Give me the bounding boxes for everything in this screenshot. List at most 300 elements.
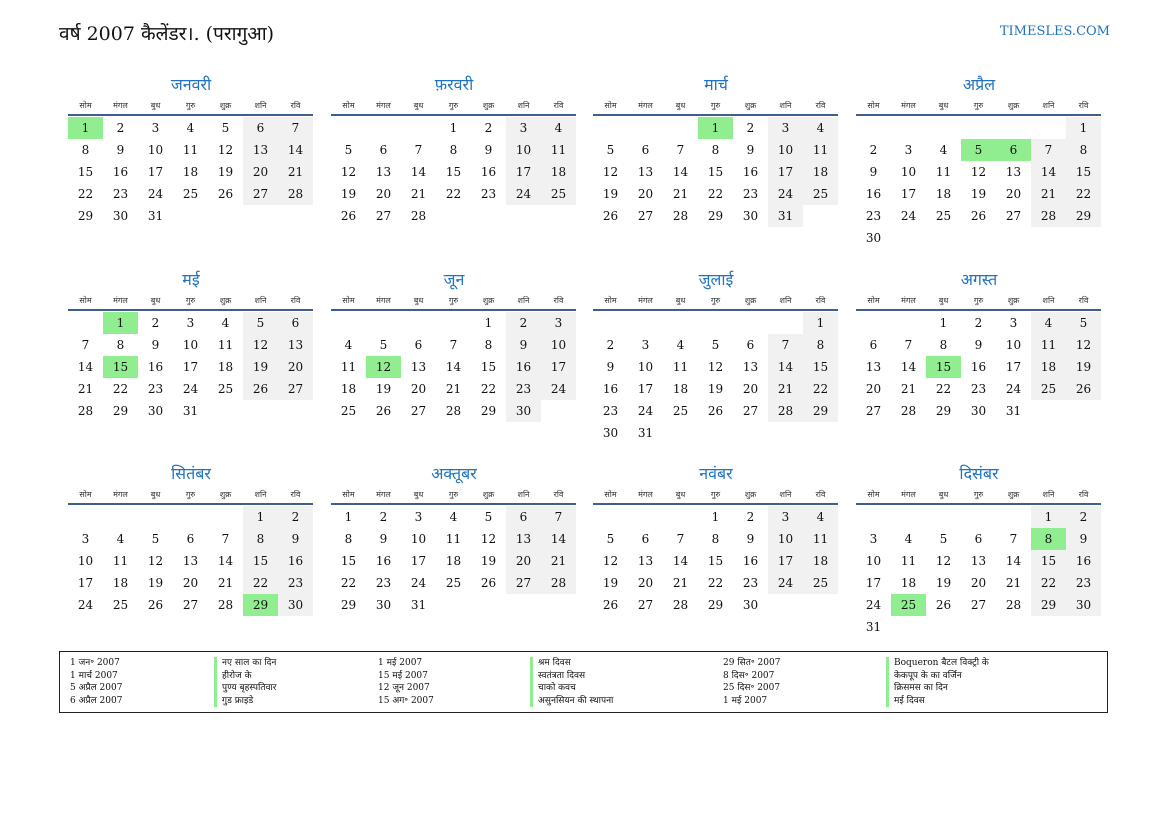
- day-cell[interactable]: 18: [182, 165, 199, 179]
- day-cell[interactable]: 4: [1031, 312, 1066, 334]
- day-cell[interactable]: 1: [939, 316, 948, 330]
- day-cell[interactable]: 17: [506, 161, 541, 183]
- day-cell[interactable]: 30: [742, 209, 759, 223]
- day-cell[interactable]: 27: [865, 404, 882, 418]
- day-cell[interactable]: 6: [278, 312, 313, 334]
- day-cell[interactable]: 15: [445, 165, 462, 179]
- day-cell[interactable]: 14: [77, 360, 94, 374]
- day-cell[interactable]: 17: [1005, 360, 1022, 374]
- day-cell[interactable]: 9: [379, 532, 388, 546]
- day-cell[interactable]: 28: [445, 404, 462, 418]
- day-cell[interactable]: 22: [112, 382, 129, 396]
- day-cell[interactable]: 20: [375, 187, 392, 201]
- day-cell[interactable]: 23: [506, 378, 541, 400]
- day-cell[interactable]: 11: [182, 143, 199, 157]
- day-cell[interactable]: 29: [707, 598, 724, 612]
- day-cell[interactable]: 3: [506, 117, 541, 139]
- day-cell[interactable]: 13: [742, 360, 759, 374]
- day-cell[interactable]: 25: [803, 183, 838, 205]
- day-cell[interactable]: 21: [278, 161, 313, 183]
- day-cell[interactable]: 20: [506, 550, 541, 572]
- day-cell[interactable]: 1: [1066, 117, 1101, 139]
- day-cell[interactable]: 27: [506, 572, 541, 594]
- day-cell[interactable]: 18: [672, 382, 689, 396]
- holiday-day-cell[interactable]: 6: [996, 139, 1031, 161]
- day-cell[interactable]: 4: [541, 117, 576, 139]
- day-cell[interactable]: 10: [410, 532, 427, 546]
- day-cell[interactable]: 16: [865, 187, 882, 201]
- day-cell[interactable]: 12: [602, 554, 619, 568]
- day-cell[interactable]: 21: [541, 550, 576, 572]
- day-cell[interactable]: 16: [742, 165, 759, 179]
- day-cell[interactable]: 29: [112, 404, 129, 418]
- day-cell[interactable]: 20: [865, 382, 882, 396]
- day-cell[interactable]: 6: [243, 117, 278, 139]
- day-cell[interactable]: 25: [445, 576, 462, 590]
- day-cell[interactable]: 24: [768, 183, 803, 205]
- day-cell[interactable]: 8: [803, 334, 838, 356]
- day-cell[interactable]: 7: [1009, 532, 1018, 546]
- day-cell[interactable]: 11: [340, 360, 357, 374]
- day-cell[interactable]: 9: [506, 334, 541, 356]
- day-cell[interactable]: 5: [243, 312, 278, 334]
- day-cell[interactable]: 17: [865, 576, 882, 590]
- day-cell[interactable]: 28: [672, 209, 689, 223]
- day-cell[interactable]: 20: [637, 187, 654, 201]
- day-cell[interactable]: 5: [484, 510, 493, 524]
- day-cell[interactable]: 5: [1066, 312, 1101, 334]
- day-cell[interactable]: 15: [1031, 550, 1066, 572]
- day-cell[interactable]: 18: [1031, 356, 1066, 378]
- day-cell[interactable]: 2: [606, 338, 615, 352]
- day-cell[interactable]: 2: [278, 506, 313, 528]
- day-cell[interactable]: 28: [1031, 205, 1066, 227]
- day-cell[interactable]: 17: [768, 550, 803, 572]
- day-cell[interactable]: 21: [410, 187, 427, 201]
- day-cell[interactable]: 6: [379, 143, 388, 157]
- day-cell[interactable]: 17: [541, 356, 576, 378]
- day-cell[interactable]: 9: [484, 143, 493, 157]
- holiday-day-cell[interactable]: 1: [68, 117, 103, 139]
- day-cell[interactable]: 31: [637, 426, 654, 440]
- day-cell[interactable]: 26: [970, 209, 987, 223]
- day-cell[interactable]: 3: [1009, 316, 1018, 330]
- day-cell[interactable]: 27: [637, 598, 654, 612]
- day-cell[interactable]: 14: [672, 554, 689, 568]
- day-cell[interactable]: 25: [935, 209, 952, 223]
- day-cell[interactable]: 10: [1005, 338, 1022, 352]
- day-cell[interactable]: 3: [414, 510, 423, 524]
- holiday-day-cell[interactable]: 8: [1031, 528, 1066, 550]
- day-cell[interactable]: 26: [602, 598, 619, 612]
- day-cell[interactable]: 11: [541, 139, 576, 161]
- day-cell[interactable]: 13: [410, 360, 427, 374]
- holiday-day-cell[interactable]: 5: [961, 139, 996, 161]
- day-cell[interactable]: 7: [81, 338, 90, 352]
- day-cell[interactable]: 27: [278, 378, 313, 400]
- day-cell[interactable]: 14: [217, 554, 234, 568]
- day-cell[interactable]: 5: [151, 532, 160, 546]
- day-cell[interactable]: 11: [217, 338, 234, 352]
- day-cell[interactable]: 12: [970, 165, 987, 179]
- day-cell[interactable]: 7: [449, 338, 458, 352]
- day-cell[interactable]: 19: [970, 187, 987, 201]
- day-cell[interactable]: 27: [182, 598, 199, 612]
- day-cell[interactable]: 30: [506, 400, 541, 422]
- day-cell[interactable]: 26: [217, 187, 234, 201]
- day-cell[interactable]: 19: [375, 382, 392, 396]
- day-cell[interactable]: 26: [147, 598, 164, 612]
- day-cell[interactable]: 12: [243, 334, 278, 356]
- day-cell[interactable]: 30: [865, 231, 882, 245]
- day-cell[interactable]: 16: [278, 550, 313, 572]
- day-cell[interactable]: 19: [1066, 356, 1101, 378]
- day-cell[interactable]: 12: [935, 554, 952, 568]
- day-cell[interactable]: 28: [77, 404, 94, 418]
- day-cell[interactable]: 10: [637, 360, 654, 374]
- day-cell[interactable]: 24: [637, 404, 654, 418]
- day-cell[interactable]: 30: [147, 404, 164, 418]
- day-cell[interactable]: 19: [340, 187, 357, 201]
- day-cell[interactable]: 6: [186, 532, 195, 546]
- holiday-day-cell[interactable]: 12: [366, 356, 401, 378]
- day-cell[interactable]: 7: [676, 143, 685, 157]
- day-cell[interactable]: 22: [935, 382, 952, 396]
- day-cell[interactable]: 22: [1066, 183, 1101, 205]
- day-cell[interactable]: 18: [900, 576, 917, 590]
- day-cell[interactable]: 10: [182, 338, 199, 352]
- holiday-day-cell[interactable]: 15: [926, 356, 961, 378]
- day-cell[interactable]: 14: [1005, 554, 1022, 568]
- day-cell[interactable]: 13: [375, 165, 392, 179]
- day-cell[interactable]: 14: [768, 356, 803, 378]
- day-cell[interactable]: 9: [606, 360, 615, 374]
- day-cell[interactable]: 20: [243, 161, 278, 183]
- day-cell[interactable]: 10: [768, 139, 803, 161]
- day-cell[interactable]: 25: [340, 404, 357, 418]
- day-cell[interactable]: 9: [116, 143, 125, 157]
- day-cell[interactable]: 5: [606, 532, 615, 546]
- day-cell[interactable]: 15: [1066, 161, 1101, 183]
- day-cell[interactable]: 14: [445, 360, 462, 374]
- day-cell[interactable]: 13: [1005, 165, 1022, 179]
- day-cell[interactable]: 31: [865, 620, 882, 634]
- day-cell[interactable]: 1: [484, 316, 493, 330]
- day-cell[interactable]: 10: [900, 165, 917, 179]
- holiday-day-cell[interactable]: 15: [103, 356, 138, 378]
- day-cell[interactable]: 24: [410, 576, 427, 590]
- day-cell[interactable]: 22: [803, 378, 838, 400]
- site-link[interactable]: TIMESLES.COM: [999, 24, 1110, 39]
- day-cell[interactable]: 18: [112, 576, 129, 590]
- day-cell[interactable]: 10: [147, 143, 164, 157]
- day-cell[interactable]: 6: [641, 143, 650, 157]
- day-cell[interactable]: 12: [602, 165, 619, 179]
- day-cell[interactable]: 30: [112, 209, 129, 223]
- day-cell[interactable]: 18: [340, 382, 357, 396]
- day-cell[interactable]: 2: [1066, 506, 1101, 528]
- day-cell[interactable]: 8: [484, 338, 493, 352]
- day-cell[interactable]: 24: [77, 598, 94, 612]
- day-cell[interactable]: 12: [707, 360, 724, 374]
- day-cell[interactable]: 12: [340, 165, 357, 179]
- day-cell[interactable]: 21: [768, 378, 803, 400]
- day-cell[interactable]: 7: [221, 532, 230, 546]
- day-cell[interactable]: 29: [340, 598, 357, 612]
- day-cell[interactable]: 4: [803, 117, 838, 139]
- day-cell[interactable]: 17: [147, 165, 164, 179]
- day-cell[interactable]: 8: [116, 338, 125, 352]
- holiday-day-cell[interactable]: 29: [243, 594, 278, 616]
- day-cell[interactable]: 28: [768, 400, 803, 422]
- day-cell[interactable]: 12: [1066, 334, 1101, 356]
- day-cell[interactable]: 23: [742, 576, 759, 590]
- day-cell[interactable]: 29: [707, 209, 724, 223]
- day-cell[interactable]: 27: [1005, 209, 1022, 223]
- day-cell[interactable]: 16: [602, 382, 619, 396]
- day-cell[interactable]: 29: [1031, 594, 1066, 616]
- day-cell[interactable]: 2: [379, 510, 388, 524]
- day-cell[interactable]: 14: [900, 360, 917, 374]
- day-cell[interactable]: 3: [904, 143, 913, 157]
- day-cell[interactable]: 6: [974, 532, 983, 546]
- day-cell[interactable]: 26: [480, 576, 497, 590]
- day-cell[interactable]: 13: [970, 554, 987, 568]
- day-cell[interactable]: 26: [340, 209, 357, 223]
- day-cell[interactable]: 15: [77, 165, 94, 179]
- day-cell[interactable]: 7: [541, 506, 576, 528]
- day-cell[interactable]: 14: [410, 165, 427, 179]
- day-cell[interactable]: 18: [935, 187, 952, 201]
- day-cell[interactable]: 29: [77, 209, 94, 223]
- day-cell[interactable]: 25: [1031, 378, 1066, 400]
- day-cell[interactable]: 2: [869, 143, 878, 157]
- day-cell[interactable]: 25: [182, 187, 199, 201]
- day-cell[interactable]: 6: [506, 506, 541, 528]
- day-cell[interactable]: 31: [147, 209, 164, 223]
- day-cell[interactable]: 5: [379, 338, 388, 352]
- day-cell[interactable]: 14: [278, 139, 313, 161]
- day-cell[interactable]: 16: [1066, 550, 1101, 572]
- day-cell[interactable]: 16: [375, 554, 392, 568]
- day-cell[interactable]: 7: [414, 143, 423, 157]
- day-cell[interactable]: 24: [1005, 382, 1022, 396]
- day-cell[interactable]: 25: [541, 183, 576, 205]
- day-cell[interactable]: 5: [344, 143, 353, 157]
- day-cell[interactable]: 19: [480, 554, 497, 568]
- day-cell[interactable]: 5: [606, 143, 615, 157]
- holiday-day-cell[interactable]: 25: [891, 594, 926, 616]
- day-cell[interactable]: 18: [803, 550, 838, 572]
- day-cell[interactable]: 22: [77, 187, 94, 201]
- day-cell[interactable]: 3: [768, 117, 803, 139]
- day-cell[interactable]: 21: [672, 576, 689, 590]
- day-cell[interactable]: 4: [186, 121, 195, 135]
- day-cell[interactable]: 27: [375, 209, 392, 223]
- day-cell[interactable]: 24: [865, 598, 882, 612]
- day-cell[interactable]: 9: [746, 532, 755, 546]
- day-cell[interactable]: 15: [340, 554, 357, 568]
- day-cell[interactable]: 9: [278, 528, 313, 550]
- day-cell[interactable]: 12: [480, 532, 497, 546]
- day-cell[interactable]: 14: [672, 165, 689, 179]
- day-cell[interactable]: 3: [186, 316, 195, 330]
- day-cell[interactable]: 29: [480, 404, 497, 418]
- day-cell[interactable]: 19: [243, 356, 278, 378]
- day-cell[interactable]: 11: [672, 360, 689, 374]
- day-cell[interactable]: 3: [151, 121, 160, 135]
- day-cell[interactable]: 28: [900, 404, 917, 418]
- day-cell[interactable]: 8: [81, 143, 90, 157]
- day-cell[interactable]: 18: [541, 161, 576, 183]
- day-cell[interactable]: 1: [449, 121, 458, 135]
- day-cell[interactable]: 6: [746, 338, 755, 352]
- day-cell[interactable]: 23: [147, 382, 164, 396]
- day-cell[interactable]: 1: [243, 506, 278, 528]
- day-cell[interactable]: 31: [410, 598, 427, 612]
- day-cell[interactable]: 17: [900, 187, 917, 201]
- day-cell[interactable]: 28: [672, 598, 689, 612]
- day-cell[interactable]: 23: [602, 404, 619, 418]
- day-cell[interactable]: 3: [81, 532, 90, 546]
- day-cell[interactable]: 8: [243, 528, 278, 550]
- day-cell[interactable]: 7: [904, 338, 913, 352]
- day-cell[interactable]: 24: [182, 382, 199, 396]
- day-cell[interactable]: 30: [970, 404, 987, 418]
- day-cell[interactable]: 20: [182, 576, 199, 590]
- day-cell[interactable]: 22: [445, 187, 462, 201]
- day-cell[interactable]: 23: [970, 382, 987, 396]
- day-cell[interactable]: 18: [217, 360, 234, 374]
- day-cell[interactable]: 8: [1066, 139, 1101, 161]
- day-cell[interactable]: 14: [541, 528, 576, 550]
- day-cell[interactable]: 8: [711, 143, 720, 157]
- day-cell[interactable]: 27: [410, 404, 427, 418]
- day-cell[interactable]: 18: [445, 554, 462, 568]
- day-cell[interactable]: 27: [742, 404, 759, 418]
- day-cell[interactable]: 18: [803, 161, 838, 183]
- day-cell[interactable]: 30: [602, 426, 619, 440]
- day-cell[interactable]: 4: [803, 506, 838, 528]
- day-cell[interactable]: 21: [1031, 183, 1066, 205]
- day-cell[interactable]: 4: [939, 143, 948, 157]
- day-cell[interactable]: 22: [340, 576, 357, 590]
- day-cell[interactable]: 13: [637, 165, 654, 179]
- day-cell[interactable]: 19: [147, 576, 164, 590]
- day-cell[interactable]: 11: [803, 139, 838, 161]
- day-cell[interactable]: 13: [243, 139, 278, 161]
- day-cell[interactable]: 9: [746, 143, 755, 157]
- day-cell[interactable]: 25: [803, 572, 838, 594]
- day-cell[interactable]: 25: [217, 382, 234, 396]
- day-cell[interactable]: 19: [935, 576, 952, 590]
- day-cell[interactable]: 10: [506, 139, 541, 161]
- day-cell[interactable]: 3: [768, 506, 803, 528]
- day-cell[interactable]: 26: [707, 404, 724, 418]
- day-cell[interactable]: 10: [768, 528, 803, 550]
- day-cell[interactable]: 8: [939, 338, 948, 352]
- day-cell[interactable]: 28: [410, 209, 427, 223]
- day-cell[interactable]: 17: [410, 554, 427, 568]
- day-cell[interactable]: 11: [112, 554, 129, 568]
- day-cell[interactable]: 26: [243, 378, 278, 400]
- day-cell[interactable]: 11: [900, 554, 917, 568]
- day-cell[interactable]: 30: [742, 598, 759, 612]
- day-cell[interactable]: 22: [243, 572, 278, 594]
- day-cell[interactable]: 21: [77, 382, 94, 396]
- day-cell[interactable]: 16: [480, 165, 497, 179]
- day-cell[interactable]: 10: [865, 554, 882, 568]
- day-cell[interactable]: 27: [970, 598, 987, 612]
- day-cell[interactable]: 10: [541, 334, 576, 356]
- day-cell[interactable]: 17: [768, 161, 803, 183]
- day-cell[interactable]: 28: [278, 183, 313, 205]
- day-cell[interactable]: 14: [1031, 161, 1066, 183]
- day-cell[interactable]: 7: [768, 334, 803, 356]
- day-cell[interactable]: 4: [676, 338, 685, 352]
- day-cell[interactable]: 12: [217, 143, 234, 157]
- day-cell[interactable]: 23: [278, 572, 313, 594]
- day-cell[interactable]: 10: [77, 554, 94, 568]
- day-cell[interactable]: 23: [112, 187, 129, 201]
- day-cell[interactable]: 5: [939, 532, 948, 546]
- day-cell[interactable]: 2: [116, 121, 125, 135]
- day-cell[interactable]: 24: [900, 209, 917, 223]
- day-cell[interactable]: 16: [112, 165, 129, 179]
- day-cell[interactable]: 1: [803, 312, 838, 334]
- holiday-day-cell[interactable]: 1: [698, 117, 733, 139]
- day-cell[interactable]: 23: [865, 209, 882, 223]
- day-cell[interactable]: 30: [278, 594, 313, 616]
- day-cell[interactable]: 9: [151, 338, 160, 352]
- day-cell[interactable]: 21: [1005, 576, 1022, 590]
- day-cell[interactable]: 24: [768, 572, 803, 594]
- day-cell[interactable]: 17: [182, 360, 199, 374]
- day-cell[interactable]: 4: [116, 532, 125, 546]
- day-cell[interactable]: 2: [746, 121, 755, 135]
- day-cell[interactable]: 26: [935, 598, 952, 612]
- day-cell[interactable]: 16: [147, 360, 164, 374]
- day-cell[interactable]: 2: [746, 510, 755, 524]
- day-cell[interactable]: 3: [641, 338, 650, 352]
- day-cell[interactable]: 29: [1066, 205, 1101, 227]
- day-cell[interactable]: 4: [344, 338, 353, 352]
- day-cell[interactable]: 11: [935, 165, 952, 179]
- day-cell[interactable]: 15: [480, 360, 497, 374]
- day-cell[interactable]: 2: [974, 316, 983, 330]
- day-cell[interactable]: 23: [480, 187, 497, 201]
- holiday-day-cell[interactable]: 1: [103, 312, 138, 334]
- day-cell[interactable]: 4: [221, 316, 230, 330]
- day-cell[interactable]: 31: [182, 404, 199, 418]
- day-cell[interactable]: 15: [243, 550, 278, 572]
- day-cell[interactable]: 6: [641, 532, 650, 546]
- day-cell[interactable]: 25: [672, 404, 689, 418]
- day-cell[interactable]: 28: [541, 572, 576, 594]
- day-cell[interactable]: 1: [344, 510, 353, 524]
- day-cell[interactable]: 13: [506, 528, 541, 550]
- day-cell[interactable]: 25: [112, 598, 129, 612]
- day-cell[interactable]: 13: [182, 554, 199, 568]
- day-cell[interactable]: 22: [1031, 572, 1066, 594]
- day-cell[interactable]: 9: [869, 165, 878, 179]
- day-cell[interactable]: 29: [935, 404, 952, 418]
- day-cell[interactable]: 24: [147, 187, 164, 201]
- day-cell[interactable]: 24: [506, 183, 541, 205]
- day-cell[interactable]: 1: [711, 510, 720, 524]
- day-cell[interactable]: 23: [1066, 572, 1101, 594]
- day-cell[interactable]: 28: [217, 598, 234, 612]
